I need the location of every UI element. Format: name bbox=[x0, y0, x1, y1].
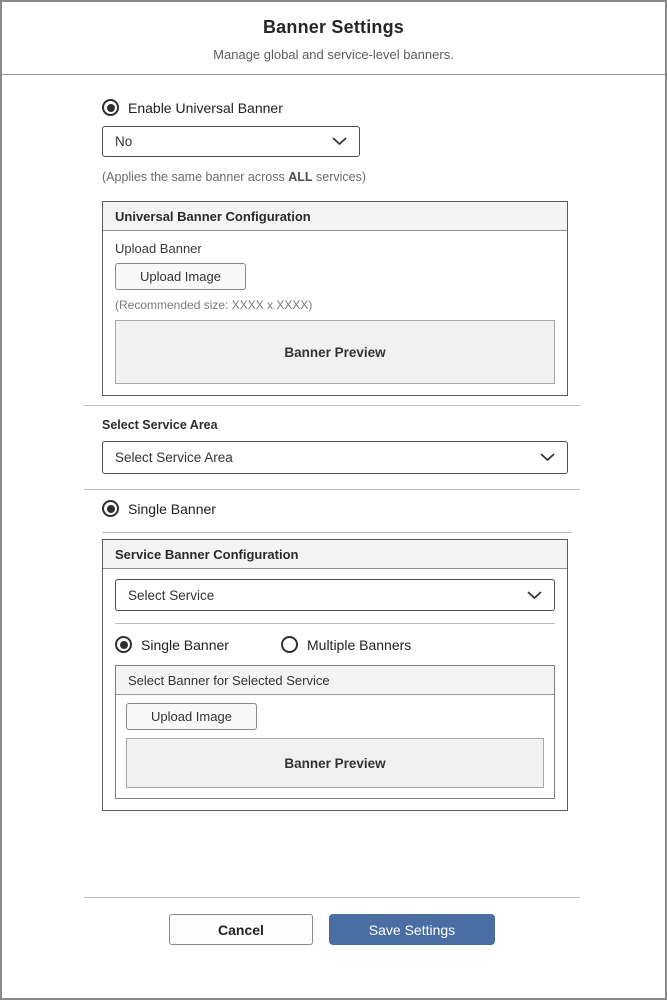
universal-banner-configuration-box bbox=[102, 201, 568, 396]
single-banner-mode-radio[interactable] bbox=[102, 500, 119, 517]
cancel-button[interactable]: Cancel bbox=[169, 914, 313, 945]
enable-universal-banner-row bbox=[102, 99, 568, 116]
universal-banner-preview bbox=[115, 320, 555, 384]
chevron-down-icon bbox=[527, 591, 542, 600]
page-title: Banner Settings bbox=[262, 17, 405, 37]
radio-dot-icon bbox=[120, 641, 128, 649]
recommended-size-note: (Recommended size: XXXX x XXXX) bbox=[115, 298, 313, 312]
section-divider bbox=[84, 405, 580, 406]
service-single-banner-radio[interactable] bbox=[115, 636, 132, 653]
selected-value: Select Service Area bbox=[115, 450, 233, 465]
universal-banner-enabled-select[interactable] bbox=[102, 126, 360, 157]
banner-mode-row bbox=[102, 500, 568, 517]
enable-universal-banner-label: Enable Universal Banner bbox=[128, 99, 283, 116]
service-single-banner-label: Single Banner bbox=[141, 636, 229, 653]
select-service-area-select[interactable] bbox=[102, 441, 568, 474]
inner-box-body bbox=[116, 695, 554, 798]
selected-value: Select Service bbox=[128, 587, 215, 603]
banner-preview-label: Banner Preview bbox=[284, 755, 386, 771]
universal-box-title: Universal Banner Configuration bbox=[103, 202, 567, 231]
section-divider bbox=[84, 489, 580, 490]
in-box-divider bbox=[115, 623, 555, 624]
select-service-area-label: Select Service Area bbox=[102, 418, 218, 432]
footer-divider bbox=[84, 897, 580, 898]
radio-dot-icon bbox=[107, 104, 115, 112]
universal-upload-image-button[interactable]: Upload Image bbox=[115, 263, 246, 290]
chevron-down-icon bbox=[332, 137, 347, 146]
service-upload-image-button[interactable]: Upload Image bbox=[126, 703, 257, 730]
universal-banner-helper-text: (Applies the same banner across ALL services) bbox=[102, 170, 367, 184]
footer-actions bbox=[84, 914, 580, 945]
upload-banner-label: Upload Banner bbox=[115, 241, 202, 256]
service-box-title: Service Banner Configuration bbox=[103, 540, 567, 569]
page-subtitle: Manage global and service-level banners. bbox=[213, 47, 454, 62]
chevron-down-icon bbox=[540, 453, 555, 462]
universal-box-body bbox=[103, 231, 567, 395]
sub-divider bbox=[102, 532, 572, 533]
dialog-content bbox=[2, 99, 665, 945]
select-service-select[interactable] bbox=[115, 579, 555, 611]
service-box-body bbox=[103, 569, 567, 810]
service-multiple-banners-radio[interactable] bbox=[281, 636, 298, 653]
dialog-header bbox=[2, 2, 665, 75]
service-banner-preview bbox=[126, 738, 544, 788]
service-banner-configuration-box bbox=[102, 539, 568, 811]
service-banner-mode-row bbox=[115, 636, 555, 653]
service-banner-select-box bbox=[115, 665, 555, 799]
selected-value: No bbox=[115, 134, 133, 149]
banner-preview-label: Banner Preview bbox=[284, 344, 386, 360]
radio-dot-icon bbox=[107, 505, 115, 513]
inner-box-title: Select Banner for Selected Service bbox=[116, 666, 554, 695]
single-banner-mode-label: Single Banner bbox=[128, 500, 216, 517]
service-multiple-banners-label: Multiple Banners bbox=[307, 636, 412, 653]
enable-universal-banner-radio[interactable] bbox=[102, 99, 119, 116]
save-settings-button[interactable]: Save Settings bbox=[329, 914, 495, 945]
